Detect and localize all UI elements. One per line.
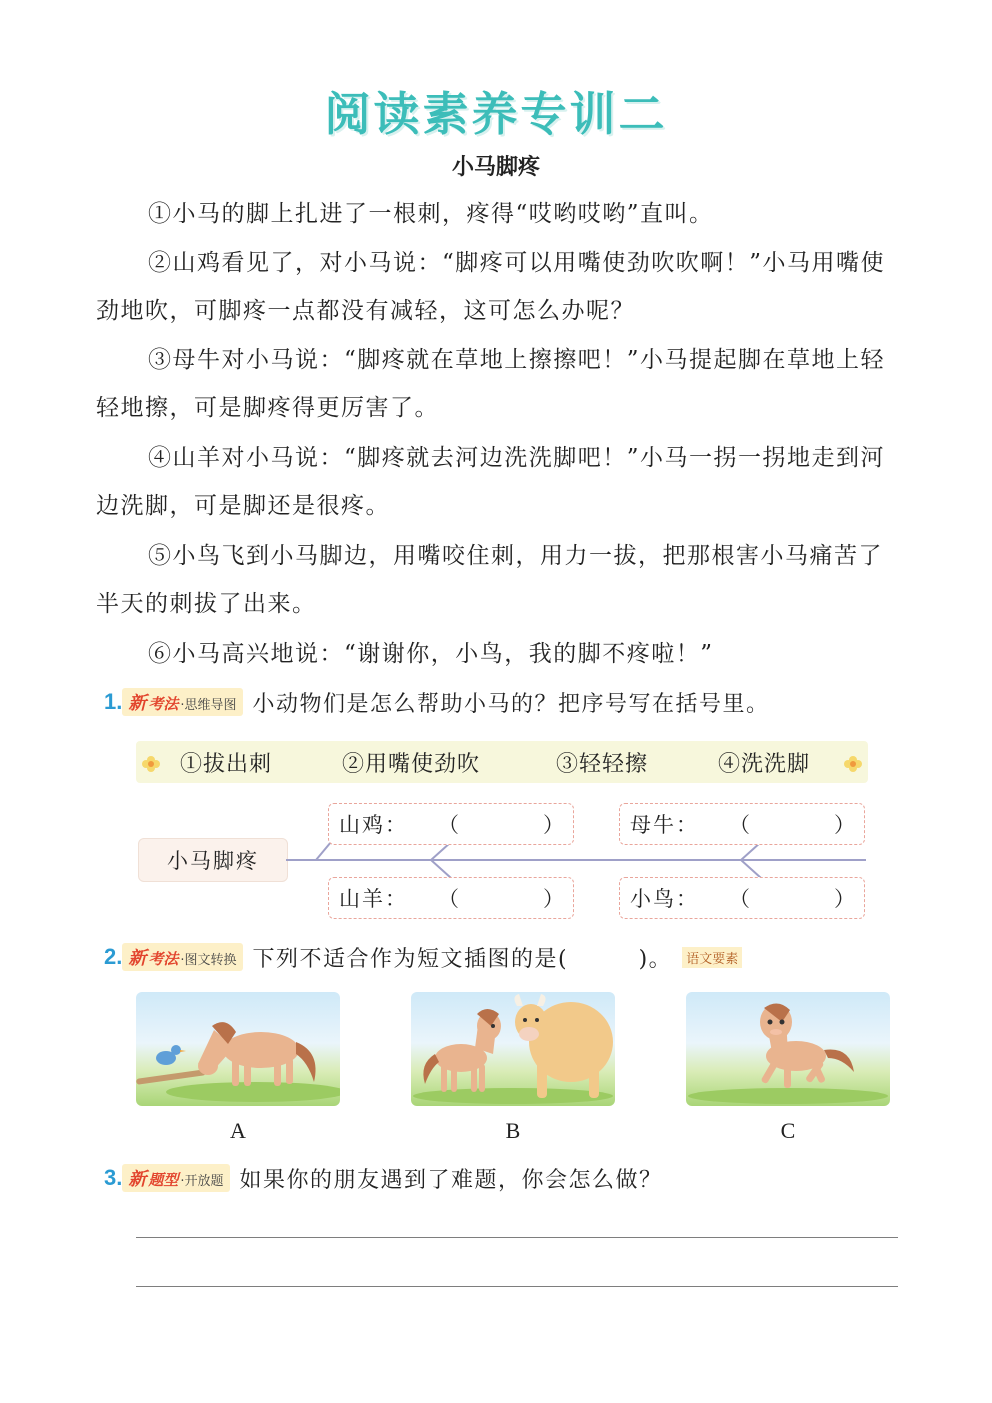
question-text: 如果你的朋友遇到了难题，你会怎么做？ — [239, 1167, 663, 1193]
pony-with-cow-illustration[interactable] — [411, 992, 615, 1106]
option-item: ③轻轻擦 — [556, 752, 649, 777]
answer-line[interactable] — [136, 1286, 898, 1287]
center-node: 小马脚疼 — [138, 838, 288, 882]
question-tag: 新 题型 ·开放题 — [122, 1164, 229, 1192]
image-label-c: C — [780, 1118, 796, 1143]
page-title: 阅读素养专训二 — [324, 87, 668, 141]
option-item: ①拔出刺 — [180, 752, 273, 777]
answer-box-shanyang[interactable]: 山羊： （ ） — [328, 877, 574, 919]
paragraph-5: ⑤小鸟飞到小马脚边，用嘴咬住刺，用力一拔，把那根害小马痛苦了半天的刺拔了出来。 — [96, 543, 883, 617]
question-number: 2. — [104, 944, 123, 969]
question-text: 下列不适合作为短文插图的是( )。 — [252, 946, 673, 972]
paragraph-2: ②山鸡看见了，对小马说：“脚疼可以用嘴使劲吹吹啊！”小马用嘴使劲地吹，可脚疼一点都没有减轻，这可怎么办呢？ — [96, 250, 886, 324]
question-number: 3. — [104, 1165, 123, 1190]
question-tag: 新 考法 ·图文转换 — [122, 943, 242, 971]
word-bank — [136, 741, 868, 783]
passage-title: 小马脚疼 — [451, 155, 540, 180]
paragraph-1: ①小马的脚上扎进了一根刺，疼得“哎哟哎哟”直叫。 — [148, 201, 714, 227]
paragraph-4: ④山羊对小马说：“脚疼就去河边洗洗脚吧！”小马一拐一拐地走到河边洗脚，可是脚还是很疼。 — [96, 445, 886, 519]
answer-line[interactable] — [136, 1237, 898, 1238]
paragraph-6: ⑥小马高兴地说：“谢谢你，小鸟，我的脚不疼啦！” — [148, 641, 714, 667]
running-pony-illustration[interactable] — [686, 992, 890, 1106]
answer-box-muniu[interactable]: 母牛： （ ） — [619, 803, 865, 845]
skill-tag: 语文要素 — [682, 947, 742, 968]
flower-icon — [140, 753, 162, 775]
arrow-connectors — [286, 840, 866, 880]
option-item: ②用嘴使劲吹 — [342, 752, 481, 777]
question-tag: 新 考法 ·思维导图 — [122, 688, 242, 716]
image-label-b: B — [505, 1118, 521, 1143]
question-text: 小动物们是怎么帮助小马的？把序号写在括号里。 — [252, 691, 770, 717]
answer-box-shanji[interactable]: 山鸡： （ ） — [328, 803, 574, 845]
image-label-a: A — [230, 1118, 246, 1143]
answer-box-xiaoniao[interactable]: 小鸟： （ ） — [619, 877, 865, 919]
paragraph-3: ③母牛对小马说：“脚疼就在草地上擦擦吧！”小马提起脚在草地上轻轻地擦，可是脚疼得更厉害了。 — [96, 347, 886, 421]
question-1 — [104, 682, 770, 722]
pony-with-bird-illustration[interactable] — [136, 992, 340, 1106]
question-2 — [104, 937, 742, 977]
flower-icon — [842, 753, 864, 775]
question-3 — [104, 1158, 663, 1198]
question-number: 1. — [104, 689, 123, 714]
option-item: ④洗洗脚 — [718, 752, 811, 777]
